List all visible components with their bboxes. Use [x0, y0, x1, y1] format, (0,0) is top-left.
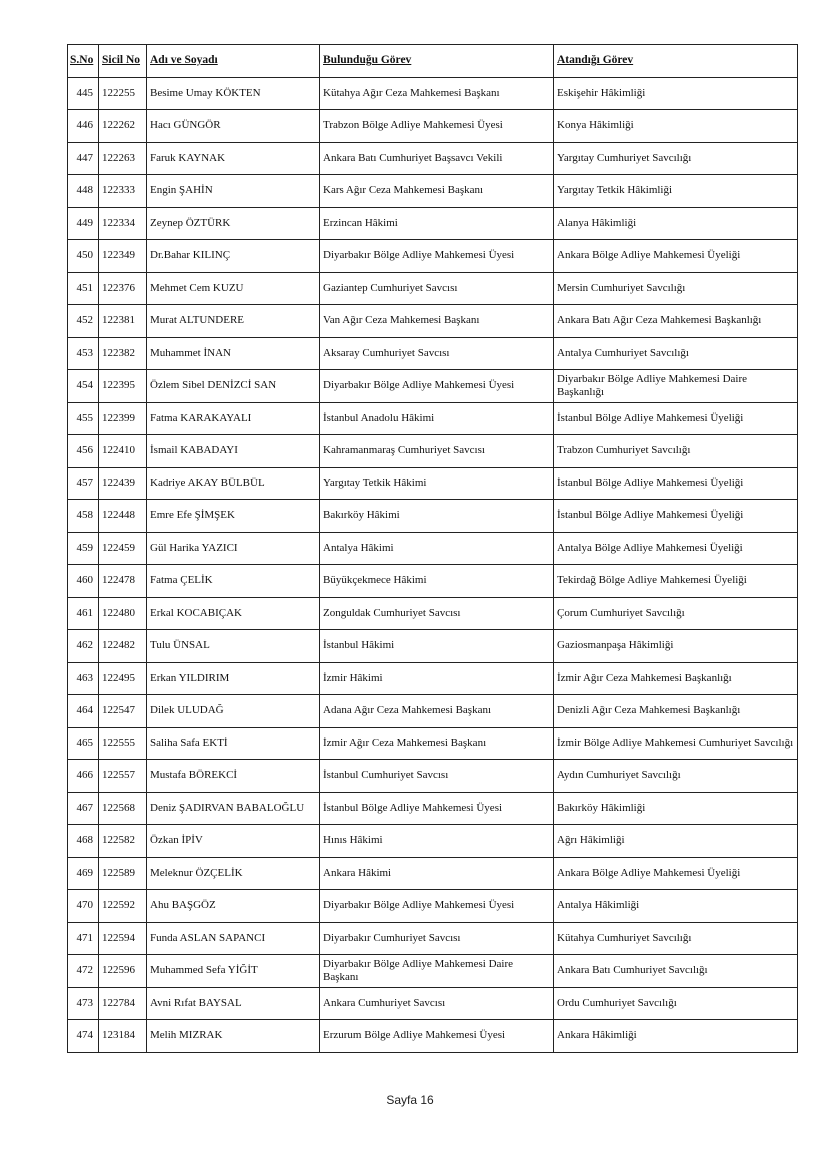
table-row — [68, 922, 798, 955]
cell-sno: 463 — [68, 662, 99, 695]
cell-sicil: 122459 — [99, 532, 147, 565]
cell-sno: 474 — [68, 1020, 99, 1053]
table-body — [68, 77, 798, 1052]
cell-sno: 461 — [68, 597, 99, 630]
cell-assigned-post: Diyarbakır Bölge Adliye Mahkemesi Daire Başkanlığı — [554, 370, 798, 403]
cell-assigned-post: Ankara Bölge Adliye Mahkemesi Üyeliği — [554, 240, 798, 273]
table-row — [68, 435, 798, 468]
table-row — [68, 142, 798, 175]
cell-sno: 471 — [68, 922, 99, 955]
header-sno: S.No — [68, 45, 99, 78]
cell-assigned-post: Alanya Hâkimliği — [554, 207, 798, 240]
table-row — [68, 337, 798, 370]
cell-sno: 457 — [68, 467, 99, 500]
cell-sno: 449 — [68, 207, 99, 240]
table-row — [68, 597, 798, 630]
cell-sicil: 122399 — [99, 402, 147, 435]
cell-sno: 454 — [68, 370, 99, 403]
cell-sicil: 122480 — [99, 597, 147, 630]
cell-sicil: 122395 — [99, 370, 147, 403]
cell-current-post: Yargıtay Tetkik Hâkimi — [320, 467, 554, 500]
table-row — [68, 695, 798, 728]
cell-name: Emre Efe ŞİMŞEK — [147, 500, 320, 533]
cell-name: Saliha Safa EKTİ — [147, 727, 320, 760]
cell-name: Faruk KAYNAK — [147, 142, 320, 175]
cell-assigned-post: Trabzon Cumhuriyet Savcılığı — [554, 435, 798, 468]
cell-name: Avni Rıfat BAYSAL — [147, 987, 320, 1020]
cell-sno: 459 — [68, 532, 99, 565]
table-row — [68, 370, 798, 403]
cell-current-post: Ankara Cumhuriyet Savcısı — [320, 987, 554, 1020]
cell-assigned-post: Yargıtay Tetkik Hâkimliği — [554, 175, 798, 208]
cell-name: Özlem Sibel DENİZCİ SAN — [147, 370, 320, 403]
cell-name: Mehmet Cem KUZU — [147, 272, 320, 305]
cell-assigned-post: İstanbul Bölge Adliye Mahkemesi Üyeliği — [554, 402, 798, 435]
cell-sno: 445 — [68, 77, 99, 110]
cell-name: Meleknur ÖZÇELİK — [147, 857, 320, 890]
cell-sno: 473 — [68, 987, 99, 1020]
table-row — [68, 857, 798, 890]
cell-sicil: 122592 — [99, 890, 147, 923]
cell-current-post: Kütahya Ağır Ceza Mahkemesi Başkanı — [320, 77, 554, 110]
cell-assigned-post: Eskişehir Hâkimliği — [554, 77, 798, 110]
table-row — [68, 175, 798, 208]
cell-sno: 472 — [68, 955, 99, 988]
table-row — [68, 792, 798, 825]
table-row — [68, 207, 798, 240]
cell-sno: 469 — [68, 857, 99, 890]
cell-sicil: 122589 — [99, 857, 147, 890]
cell-name: Erkan YILDIRIM — [147, 662, 320, 695]
table-row — [68, 955, 798, 988]
table-row — [68, 402, 798, 435]
header-current-post: Bulunduğu Görev — [320, 45, 554, 78]
cell-sno: 447 — [68, 142, 99, 175]
cell-name: Erkal KOCABIÇAK — [147, 597, 320, 630]
cell-current-post: Aksaray Cumhuriyet Savcısı — [320, 337, 554, 370]
cell-assigned-post: Antalya Bölge Adliye Mahkemesi Üyeliği — [554, 532, 798, 565]
cell-current-post: İzmir Hâkimi — [320, 662, 554, 695]
cell-sicil: 122448 — [99, 500, 147, 533]
table-row — [68, 110, 798, 143]
cell-sno: 450 — [68, 240, 99, 273]
cell-current-post: Hınıs Hâkimi — [320, 825, 554, 858]
cell-name: Muhammed Sefa YİĞİT — [147, 955, 320, 988]
cell-sicil: 122263 — [99, 142, 147, 175]
table-row — [68, 240, 798, 273]
table-row — [68, 825, 798, 858]
table-row — [68, 662, 798, 695]
cell-sicil: 122376 — [99, 272, 147, 305]
table-row — [68, 500, 798, 533]
page-number: Sayfa 16 — [386, 1093, 434, 1107]
cell-assigned-post: Antalya Hâkimliği — [554, 890, 798, 923]
cell-assigned-post: İstanbul Bölge Adliye Mahkemesi Üyeliği — [554, 467, 798, 500]
cell-name: Dr.Bahar KILINÇ — [147, 240, 320, 273]
cell-sno: 453 — [68, 337, 99, 370]
cell-name: Gül Harika YAZICI — [147, 532, 320, 565]
cell-name: Ahu BAŞGÖZ — [147, 890, 320, 923]
cell-current-post: İstanbul Bölge Adliye Mahkemesi Üyesi — [320, 792, 554, 825]
cell-assigned-post: Ankara Batı Ağır Ceza Mahkemesi Başkanlığı — [554, 305, 798, 338]
cell-sicil: 122382 — [99, 337, 147, 370]
cell-sno: 466 — [68, 760, 99, 793]
cell-current-post: Kahramanmaraş Cumhuriyet Savcısı — [320, 435, 554, 468]
cell-name: Kadriye AKAY BÜLBÜL — [147, 467, 320, 500]
cell-sicil: 122568 — [99, 792, 147, 825]
cell-assigned-post: Ankara Bölge Adliye Mahkemesi Üyeliği — [554, 857, 798, 890]
cell-name: İsmail KABADAYI — [147, 435, 320, 468]
cell-sicil: 122439 — [99, 467, 147, 500]
cell-name: Fatma KARAKAYALI — [147, 402, 320, 435]
cell-assigned-post: Mersin Cumhuriyet Savcılığı — [554, 272, 798, 305]
cell-assigned-post: Konya Hâkimliği — [554, 110, 798, 143]
cell-sicil: 122784 — [99, 987, 147, 1020]
table-row — [68, 727, 798, 760]
cell-assigned-post: Aydın Cumhuriyet Savcılığı — [554, 760, 798, 793]
cell-name: Funda ASLAN SAPANCI — [147, 922, 320, 955]
cell-assigned-post: Antalya Cumhuriyet Savcılığı — [554, 337, 798, 370]
cell-sno: 452 — [68, 305, 99, 338]
cell-name: Engin ŞAHİN — [147, 175, 320, 208]
cell-current-post: Diyarbakır Cumhuriyet Savcısı — [320, 922, 554, 955]
cell-assigned-post: İzmir Ağır Ceza Mahkemesi Başkanlığı — [554, 662, 798, 695]
cell-current-post: Adana Ağır Ceza Mahkemesi Başkanı — [320, 695, 554, 728]
table-row — [68, 305, 798, 338]
cell-current-post: Ankara Hâkimi — [320, 857, 554, 890]
cell-name: Tulu ÜNSAL — [147, 630, 320, 663]
appointments-table — [67, 44, 798, 1053]
cell-assigned-post: Denizli Ağır Ceza Mahkemesi Başkanlığı — [554, 695, 798, 728]
cell-sno: 458 — [68, 500, 99, 533]
cell-sno: 456 — [68, 435, 99, 468]
cell-sicil: 122478 — [99, 565, 147, 598]
table-row — [68, 77, 798, 110]
cell-assigned-post: Kütahya Cumhuriyet Savcılığı — [554, 922, 798, 955]
table-header-row — [68, 45, 798, 78]
cell-assigned-post: Ağrı Hâkimliği — [554, 825, 798, 858]
cell-assigned-post: Ankara Batı Cumhuriyet Savcılığı — [554, 955, 798, 988]
cell-sno: 462 — [68, 630, 99, 663]
cell-name: Zeynep ÖZTÜRK — [147, 207, 320, 240]
cell-assigned-post: İstanbul Bölge Adliye Mahkemesi Üyeliği — [554, 500, 798, 533]
cell-assigned-post: Bakırköy Hâkimliği — [554, 792, 798, 825]
cell-name: Hacı GÜNGÖR — [147, 110, 320, 143]
cell-sno: 455 — [68, 402, 99, 435]
cell-sicil: 122596 — [99, 955, 147, 988]
cell-sicil: 122255 — [99, 77, 147, 110]
cell-name: Dilek ULUDAĞ — [147, 695, 320, 728]
cell-name: Mustafa BÖREKCİ — [147, 760, 320, 793]
table-row — [68, 890, 798, 923]
cell-sicil: 122582 — [99, 825, 147, 858]
table-row — [68, 987, 798, 1020]
cell-sno: 460 — [68, 565, 99, 598]
table-row — [68, 467, 798, 500]
table-row — [68, 1020, 798, 1053]
header-assigned-post: Atandığı Görev — [554, 45, 798, 78]
table-row — [68, 532, 798, 565]
cell-sno: 451 — [68, 272, 99, 305]
cell-current-post: Kars Ağır Ceza Mahkemesi Başkanı — [320, 175, 554, 208]
cell-sicil: 122334 — [99, 207, 147, 240]
cell-assigned-post: Yargıtay Cumhuriyet Savcılığı — [554, 142, 798, 175]
header-sicil: Sicil No — [99, 45, 147, 78]
cell-current-post: Bakırköy Hâkimi — [320, 500, 554, 533]
table-row — [68, 272, 798, 305]
cell-sicil: 122349 — [99, 240, 147, 273]
cell-assigned-post: Ankara Hâkimliği — [554, 1020, 798, 1053]
cell-name: Deniz ŞADIRVAN BABALOĞLU — [147, 792, 320, 825]
cell-sno: 465 — [68, 727, 99, 760]
cell-name: Besime Umay KÖKTEN — [147, 77, 320, 110]
cell-current-post: Van Ağır Ceza Mahkemesi Başkanı — [320, 305, 554, 338]
cell-assigned-post: İzmir Bölge Adliye Mahkemesi Cumhuriyet Savcılığı — [554, 727, 798, 760]
table-row — [68, 565, 798, 598]
cell-current-post: Diyarbakır Bölge Adliye Mahkemesi Üyesi — [320, 240, 554, 273]
cell-name: Muhammet İNAN — [147, 337, 320, 370]
cell-current-post: Diyarbakır Bölge Adliye Mahkemesi Üyesi — [320, 370, 554, 403]
cell-current-post: İstanbul Cumhuriyet Savcısı — [320, 760, 554, 793]
cell-current-post: İstanbul Anadolu Hâkimi — [320, 402, 554, 435]
cell-sno: 470 — [68, 890, 99, 923]
cell-name: Özkan İPİV — [147, 825, 320, 858]
table-row — [68, 760, 798, 793]
cell-current-post: Ankara Batı Cumhuriyet Başsavcı Vekili — [320, 142, 554, 175]
cell-sicil: 122381 — [99, 305, 147, 338]
cell-current-post: Diyarbakır Bölge Adliye Mahkemesi Daire Başkanı — [320, 955, 554, 988]
cell-current-post: Zonguldak Cumhuriyet Savcısı — [320, 597, 554, 630]
cell-sno: 467 — [68, 792, 99, 825]
cell-current-post: Gaziantep Cumhuriyet Savcısı — [320, 272, 554, 305]
cell-current-post: Trabzon Bölge Adliye Mahkemesi Üyesi — [320, 110, 554, 143]
cell-sicil: 122262 — [99, 110, 147, 143]
cell-sno: 468 — [68, 825, 99, 858]
header-name: Adı ve Soyadı — [147, 45, 320, 78]
cell-sicil: 122557 — [99, 760, 147, 793]
cell-assigned-post: Tekirdağ Bölge Adliye Mahkemesi Üyeliği — [554, 565, 798, 598]
cell-sicil: 122410 — [99, 435, 147, 468]
cell-name: Murat ALTUNDERE — [147, 305, 320, 338]
cell-current-post: İstanbul Hâkimi — [320, 630, 554, 663]
table-row — [68, 630, 798, 663]
cell-sno: 464 — [68, 695, 99, 728]
cell-sicil: 122482 — [99, 630, 147, 663]
cell-sno: 448 — [68, 175, 99, 208]
cell-current-post: Erzincan Hâkimi — [320, 207, 554, 240]
cell-name: Melih MIZRAK — [147, 1020, 320, 1053]
cell-name: Fatma ÇELİK — [147, 565, 320, 598]
cell-assigned-post: Gaziosmanpaşa Hâkimliği — [554, 630, 798, 663]
cell-sicil: 122495 — [99, 662, 147, 695]
cell-assigned-post: Çorum Cumhuriyet Savcılığı — [554, 597, 798, 630]
cell-sicil: 122333 — [99, 175, 147, 208]
cell-current-post: İzmir Ağır Ceza Mahkemesi Başkanı — [320, 727, 554, 760]
cell-sno: 446 — [68, 110, 99, 143]
cell-current-post: Erzurum Bölge Adliye Mahkemesi Üyesi — [320, 1020, 554, 1053]
cell-sicil: 122594 — [99, 922, 147, 955]
cell-assigned-post: Ordu Cumhuriyet Savcılığı — [554, 987, 798, 1020]
cell-sicil: 122555 — [99, 727, 147, 760]
cell-current-post: Büyükçekmece Hâkimi — [320, 565, 554, 598]
cell-current-post: Diyarbakır Bölge Adliye Mahkemesi Üyesi — [320, 890, 554, 923]
cell-sicil: 122547 — [99, 695, 147, 728]
cell-sicil: 123184 — [99, 1020, 147, 1053]
cell-current-post: Antalya Hâkimi — [320, 532, 554, 565]
